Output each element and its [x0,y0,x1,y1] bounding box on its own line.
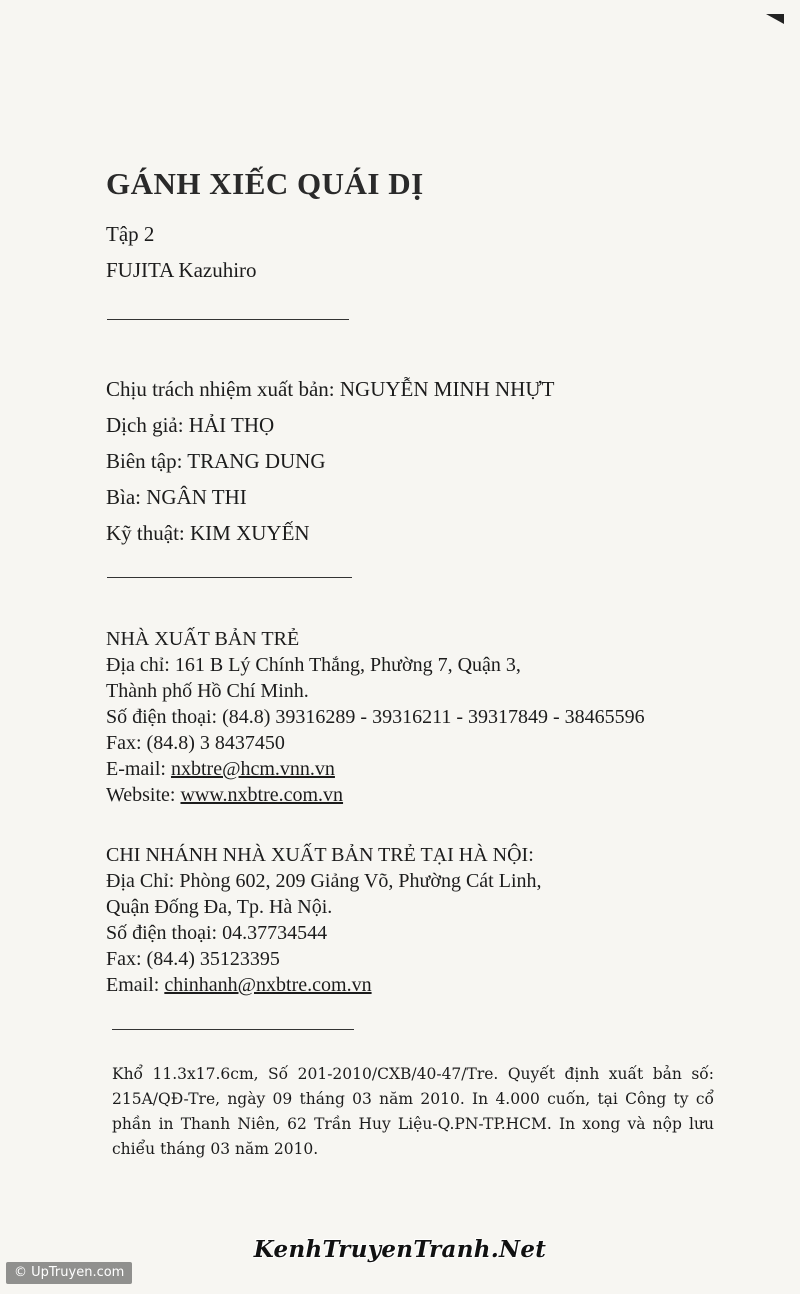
branch-email-label: Email: [106,974,165,996]
branch-name: CHI NHÁNH NHÀ XUẤT BẢN TRẺ TẠI HÀ NỘI: [106,844,534,866]
publisher-email-link[interactable]: nxbtre@hcm.vnn.vn [170,758,335,780]
credit-translator: Dịch giả: HẢI THỌ [106,413,275,437]
divider-2 [107,577,352,578]
publisher-email-row [106,756,645,782]
publisher-phone: Số điện thoại: (84.8) 39316289 - 39316211 - 39317849 - 38465596 [106,706,645,728]
credit-cover: Bìa: NGÂN THI [106,485,247,509]
divider-3 [112,1029,354,1030]
credit-technical: Kỹ thuật: KIM XUYẾN [106,521,310,545]
publisher-website-label: Website: [106,784,181,806]
watermark-badge: © UpTruyen.com [6,1262,132,1284]
footer-brand: KenhTruyenTranh.Net [253,1236,547,1263]
credit-editor: Biên tập: TRANG DUNG [106,449,326,473]
branch-email-row [106,972,542,998]
credit-publisher-responsible: Chịu trách nhiệm xuất bản: NGUYỄN MINH NHỰT [106,377,555,401]
divider-1 [107,319,349,320]
author-name: FUJITA Kazuhiro [106,258,257,282]
corner-mark [766,14,784,24]
branch-block [106,842,542,998]
branch-fax: Fax: (84.4) 35123395 [106,948,280,970]
publisher-fax: Fax: (84.8) 3 8437450 [106,732,285,754]
branch-address-line-1: Địa Chỉ: Phòng 602, 209 Giảng Võ, Phường Cát Linh, [106,870,542,892]
publisher-address-line-1: Địa chỉ: 161 B Lý Chính Thắng, Phường 7, Quận 3, [106,654,521,676]
branch-phone: Số điện thoại: 04.37734544 [106,922,328,944]
publisher-address-line-2: Thành phố Hồ Chí Minh. [106,680,309,702]
branch-address-line-2: Quận Đống Đa, Tp. Hà Nội. [106,896,333,918]
publisher-block [106,626,645,808]
branch-email-link[interactable]: chinhanh@nxbtre.com.vn [164,974,372,996]
publisher-website-row [106,782,645,808]
book-title: GÁNH XIẾC QUÁI DỊ [106,166,424,201]
volume-number: Tập 2 [106,222,155,246]
publisher-email-label: E-mail: [106,758,171,780]
credits-list [106,374,554,554]
colophon-text: Khổ 11.3x17.6cm, Số 201-2010/CXB/40-47/Tre. Quyết định xuất bản số: 215A/QĐ-Tre, ngày 09 tháng 03 năm 2010. In 4.000 cuốn, tại Công ty cổ phần in Thanh Niên, 62 Trần Huy Liệu-Q.PN-TP.HCM. In xong và nộp lưu chiểu tháng 03 năm 2010. [112,1065,714,1158]
publisher-name: NHÀ XUẤT BẢN TRẺ [106,628,300,650]
publisher-website-link[interactable]: www.nxbtre.com.vn [180,784,344,806]
